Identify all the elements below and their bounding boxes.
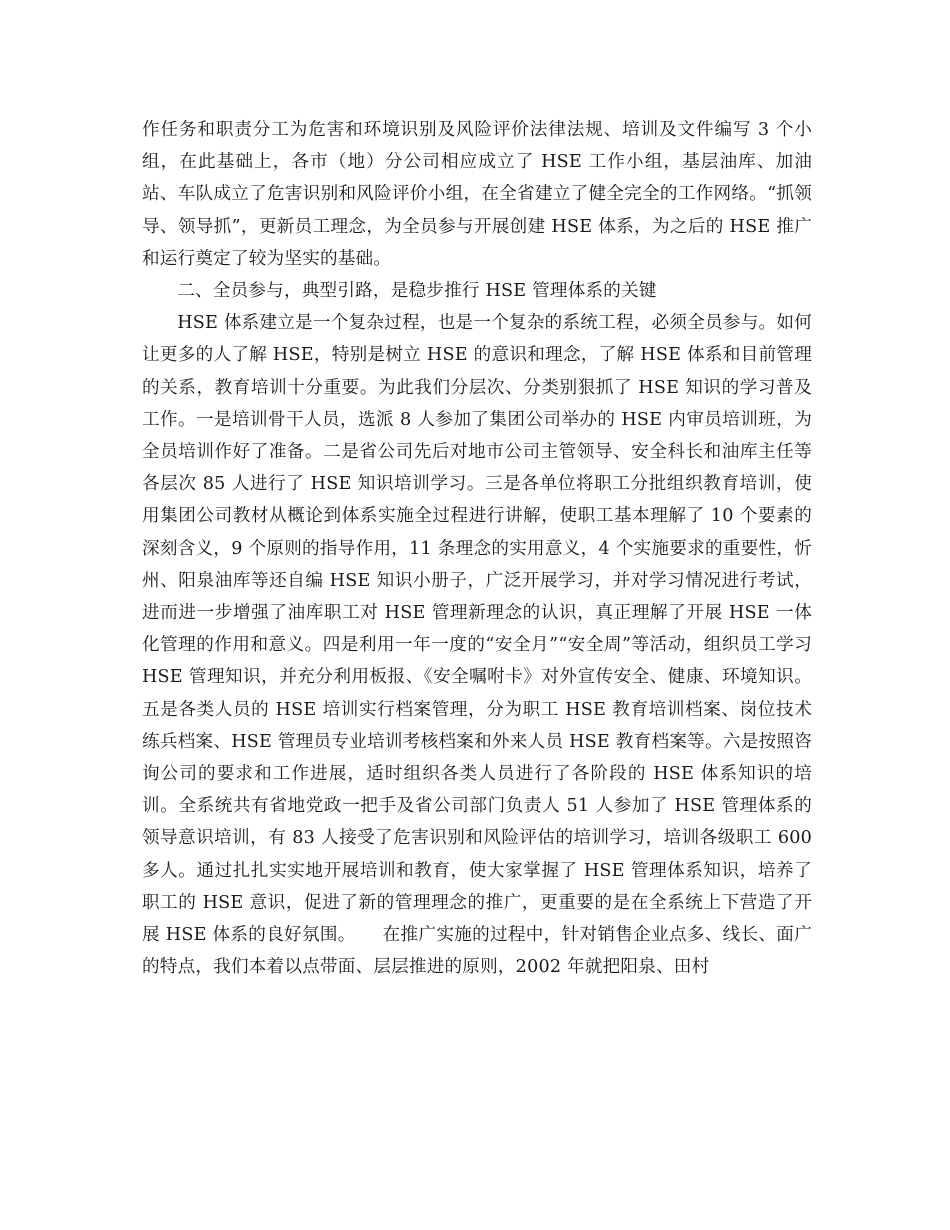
paragraph-body: HSE 体系建立是一个复杂过程，也是一个复杂的系统工程，必须全员参与。如何让更多的人了解 HSE，特别是树立 HSE 的意识和理念，了解 HSE 体系和目前管理的关系，教育培训十分重要。为此我们分层次、分类别狠抓了 HSE 知识的学习普及工作。一是培训骨干人员，选派 8 人参加了集团公司举办的 HSE 内审员培训班，为全员培训作好了准备。二是省公司先后对地市公司主管领导、安全科长和油库主任等各层次 85 人进行了 HSE 知识培训学习。三是各单位将职工分批组织教育培训，使用集团公司教材从概论到体系实施全过程进行讲解，使职工基本理解了 10 个要素的深刻含义，9 个原则的指导作用，11 条理念的实用意义，4 个实施要求的重要性，忻州、阳泉油库等还自编 HSE 知识小册子，广泛开展学习，并对学习情况进行考试，进而进一步增强了油库职工对 HSE 管理新理念的认识，真正理解了开展 HSE 一体化管理的作用和意义。四是利用一年一度的“安全月”“安全周”等活动，组织员工学习 HSE 管理知识，并充分利用板报、《安全嘱咐卡》对外宣传安全、健康、环境知识。五是各类人员的 HSE 培训实行档案管理，分为职工 HSE 教育培训档案、岗位技术练兵档案、HSE 管理员专业培训考核档案和外来人员 HSE 教育档案等。六是按照咨询公司的要求和工作进展，适时组织各类人员进行了各阶段的 HSE 体系知识的培训。全系统共有省地党政一把手及省公司部门负责人 51 人参加了 HSE 管理体系的领导意识培训，有 83 人接受了危害识别和风险评估的培训学习，培训各级职工 600 多人。通过扎扎实实地开展培训和教育，使大家掌握了 HSE 管理体系知识，培养了职工的 HSE 意识，促进了新的管理理念的推广，更重要的是在全系统上下营造了开展 HSE 体系的良好氛围。 在推广实施的过程中，针对销售企业点多、线长、面广的特点，我们本着以点带面、层层推进的原则，2002 年就把阳泉、田村 [142, 313, 812, 978]
document-body [142, 114, 812, 983]
paragraph-continuation: 作任务和职责分工为危害和环境识别及风险评价法律法规、培训及文件编写 3 个小组，在此基础上，各市（地）分公司相应成立了 HSE 工作小组，基层油库、加油站、车队成立了危害识别和风险评价小组，在全省建立了健全完全的工作网络。“抓领导、领导抓”，更新员工理念，为全员参与开展创建 HSE 体系，为之后的 HSE 推广和运行奠定了较为坚实的基础。 [142, 120, 812, 269]
section-heading: 二、全员参与，典型引路，是稳步推行 HSE 管理体系的关键 [177, 281, 657, 302]
